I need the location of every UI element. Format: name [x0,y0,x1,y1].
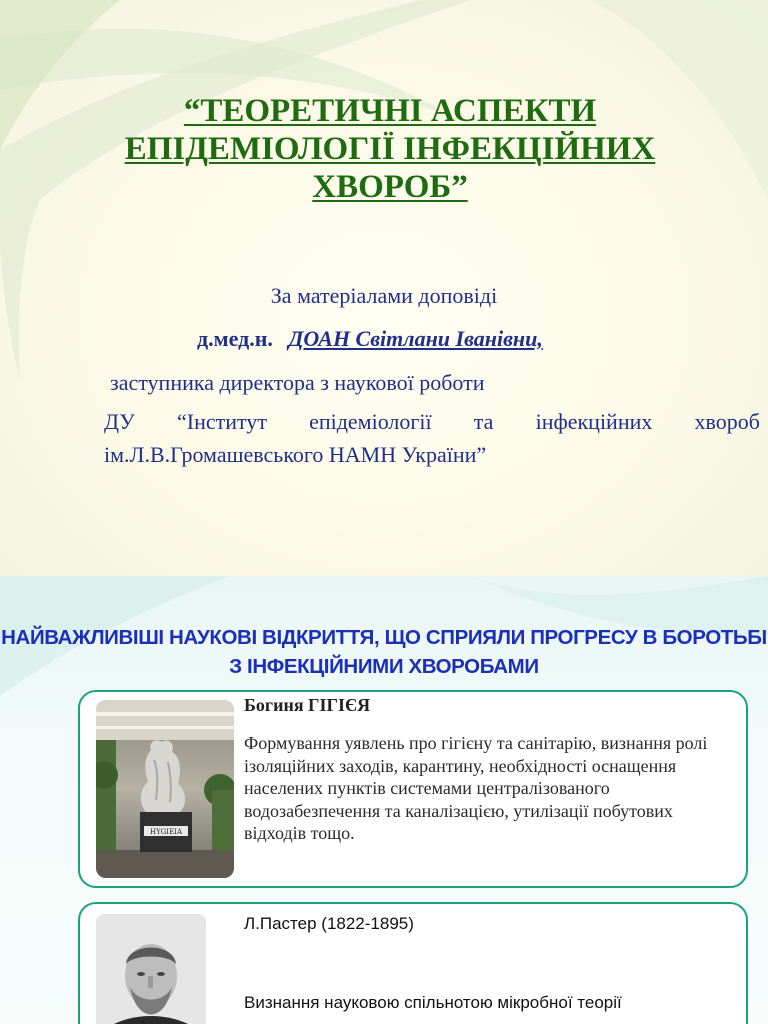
subtitle-line: За матеріалами доповіді [270,283,498,308]
card-title: Богиня ГІГІЄЯ [244,695,371,715]
discovery-card-hygieia [78,690,748,888]
author-degree: д.мед.н. [197,326,273,351]
statue-plaque: HYGIEIA [149,828,183,836]
institute-word: хвороб [694,409,760,434]
slide-title: “ТЕОРЕТИЧНІ АСПЕКТИ ЕПІДЕМІОЛОГІЇ ІНФЕКЦІЙНИХ ХВОРОБ” [124,93,656,205]
card-body: Визнання науковою спільнотою мікробної теорії [244,993,622,1012]
card-body: Формування уявлень про гігієну та санітарію, визнання ролі ізоляційних заходів, карантину, необхідності оснащення населених пунктів системами централізованого водозабезпечення та каналізацією, утилізації побутових відходів тощо. [244,733,708,843]
slide-heading: НАЙВАЖЛИВІШІ НАУКОВІ ВІДКРИТТЯ, ЩО СПРИЯЛИ ПРОГРЕСУ В БОРОТЬБІ З ІНФЕКЦІЙНИМИ ХВОРОБАМИ [1,626,767,678]
discovery-card-pasteur [78,902,748,1024]
institute-word: епідеміології [309,409,432,434]
institute-word: та [473,409,494,434]
institute-line-2: ім.Л.В.Громашевського НАМН України” [104,442,487,467]
author-line [197,326,543,352]
institute-word: інфекційних [535,409,653,434]
hygieia-statue-photo [96,700,234,878]
author-name: ДОАН Світлани Іванівни, [288,326,543,351]
card-title: Л.Пастер (1822-1895) [244,914,414,933]
institute-word: “Інститут [176,409,267,434]
discoveries-slide [0,576,768,1024]
institute-line-1 [104,409,760,435]
institute-word: ДУ [104,409,135,434]
author-position: заступника директора з наукової роботи [110,370,485,395]
pasteur-portrait-photo [96,914,206,1024]
